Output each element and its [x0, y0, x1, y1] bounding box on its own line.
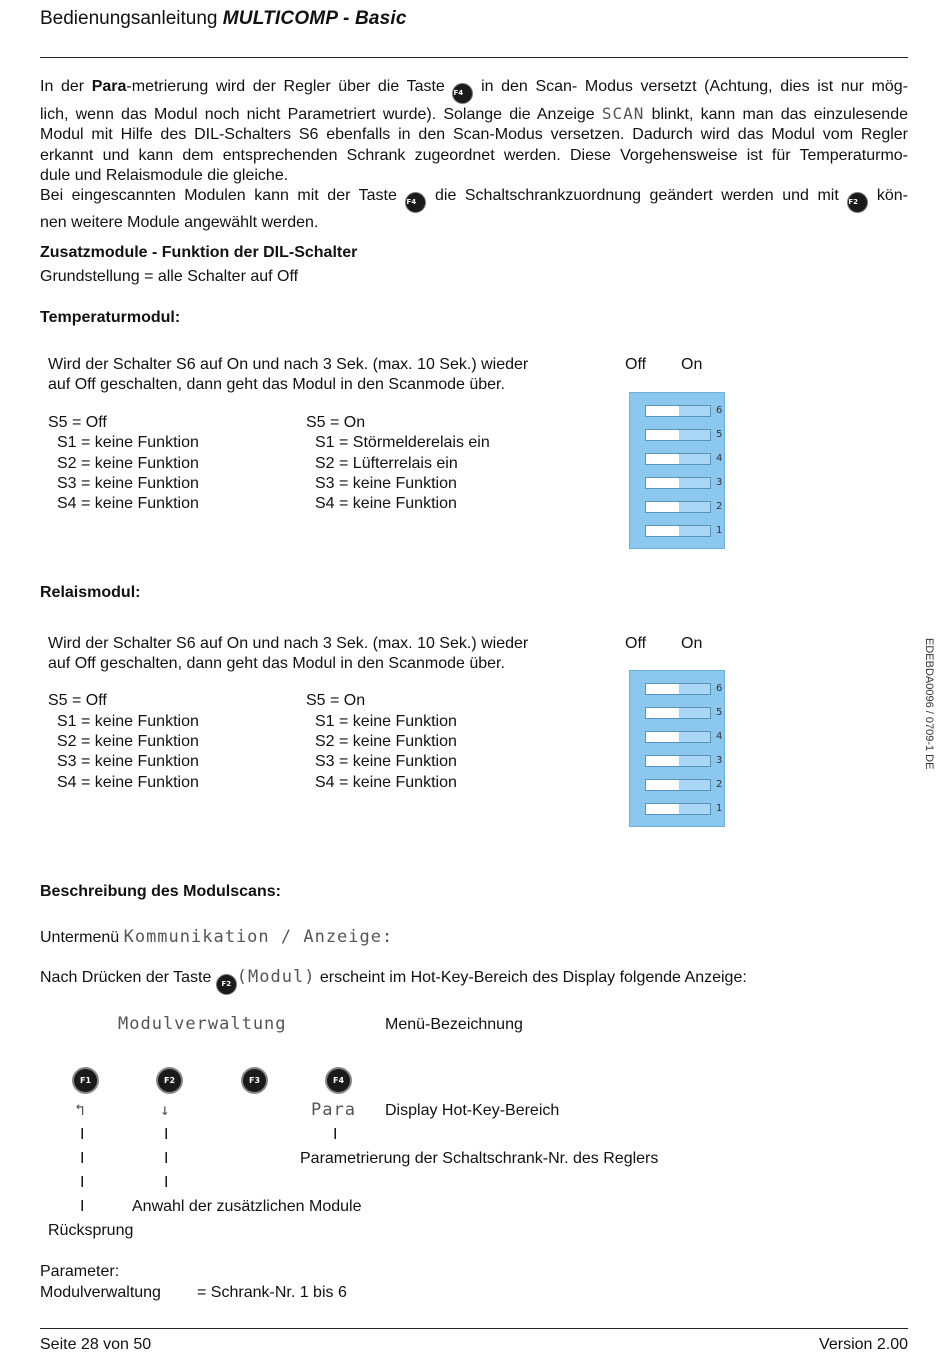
relais-off-label: Off: [625, 635, 647, 652]
connector-bar: I: [80, 1174, 85, 1191]
connector-bar: I: [80, 1198, 85, 1215]
dip-switch-2: [645, 501, 711, 513]
temp-s5-off-heading: S5 = Off: [48, 414, 107, 431]
intro-paragraph: [40, 77, 908, 233]
relais-dip-switch-diagram: [629, 670, 725, 827]
dip-number: 6: [716, 405, 723, 416]
menu-lcd-modulverwaltung: Modulverwaltung: [118, 1014, 287, 1034]
relais-s5-on-heading: S5 = On: [306, 692, 366, 709]
temp-left-item: S3 = keine Funktion: [57, 475, 199, 492]
f2-key-icon: F2: [156, 1067, 183, 1094]
temp-right-item: S3 = keine Funktion: [315, 475, 457, 492]
f1-key-icon: F1: [72, 1067, 99, 1094]
header-rule: [40, 57, 908, 58]
relais-on-label: On: [681, 635, 703, 652]
intro-line-7: nen weitere Module angewählt werden.: [40, 214, 319, 232]
dip-number: 6: [716, 683, 723, 694]
dip-switch-6: [645, 405, 711, 417]
dip-number: 5: [716, 429, 723, 440]
dip-number: 2: [716, 501, 723, 512]
hot-key-area-label: Display Hot-Key-Bereich: [385, 1102, 560, 1119]
header-title-prefix: Bedienungsanleitung: [40, 8, 223, 29]
page-number: Seite 28 von 50: [40, 1336, 152, 1353]
untermenu-line: Untermenü Kommunikation / Anzeige:: [40, 927, 394, 947]
connector-bar: I: [80, 1126, 85, 1143]
intro-line-2: lich, wenn das Modul noch nicht Parametriert wurde). Solange die Anzeige SCAN blinkt, kann man das einzulesende: [40, 104, 909, 123]
f2-key-icon: F2: [216, 974, 237, 995]
temp-desc-line-1: Wird der Schalter S6 auf On und nach 3 Sek. (max. 10 Sek.) wieder: [48, 356, 529, 373]
temp-s5-on-heading: S5 = On: [306, 414, 366, 431]
section-title-zusatzmodule: Zusatzmodule - Funktion der DIL-Schalter: [40, 244, 358, 261]
intro-line-6: Bei eingescannten Modulen kann mit der Taste F4 die Schaltschrankzuordnung geändert werden und mit F2 kön-: [40, 186, 908, 213]
parametrierung-description: Parametrierung der Schaltschrank-Nr. des Reglers: [300, 1150, 659, 1167]
section-subtitle-grundstellung: Grundstellung = alle Schalter auf Off: [40, 268, 299, 285]
temp-left-item: S2 = keine Funktion: [57, 455, 199, 472]
dip-switch-1: [645, 525, 711, 537]
relais-right-item: S4 = keine Funktion: [315, 774, 457, 791]
modul-lcd-text: (Modul): [236, 967, 316, 987]
connector-bar: I: [333, 1126, 338, 1143]
modulscan-title: Beschreibung des Modulscans:: [40, 883, 281, 900]
document-header: [40, 8, 407, 30]
temp-off-label: Off: [625, 356, 647, 373]
temp-on-label: On: [681, 356, 703, 373]
dip-switch-1: [645, 803, 711, 815]
f4-key-icon: F4: [452, 83, 473, 104]
dip-switch-3: [645, 755, 711, 767]
temp-dip-switch-diagram: [629, 392, 725, 549]
parameter-name: Modulverwaltung: [40, 1284, 161, 1301]
return-arrow-icon: ↰: [75, 1100, 86, 1119]
f3-key-icon: F3: [241, 1067, 268, 1094]
parameter-label: Parameter:: [40, 1263, 120, 1280]
dip-number: 3: [716, 755, 723, 766]
intro-line-5: dule und Relaismodule die gleiche.: [40, 166, 289, 184]
dip-number: 4: [716, 453, 723, 464]
temp-right-item: S1 = Störmelderelais ein: [315, 434, 490, 451]
connector-bar: I: [164, 1174, 169, 1191]
relais-desc-line-2: auf Off geschalten, dann geht das Modul in den Scanmode über.: [48, 655, 505, 672]
press-key-line: Nach Drücken der Taste F2 (Modul) erscheint im Hot-Key-Bereich des Display folgende Anzeige:: [40, 967, 747, 995]
connector-bar: I: [164, 1150, 169, 1167]
relais-left-item: S2 = keine Funktion: [57, 733, 199, 750]
scan-lcd-text: SCAN: [601, 104, 645, 123]
dip-switch-5: [645, 429, 711, 441]
dip-switch-2: [645, 779, 711, 791]
intro-line-4: erkannt und kann dem entsprechenden Schrank zugeordnet werden. Diese Vorgehensweise ist für Temperaturmo-: [40, 146, 908, 164]
relais-right-item: S3 = keine Funktion: [315, 753, 457, 770]
version-label: Version 2.00: [819, 1336, 908, 1353]
dip-switch-4: [645, 731, 711, 743]
connector-bar: I: [164, 1126, 169, 1143]
temp-right-item: S2 = Lüfterrelais ein: [315, 455, 458, 472]
dip-number: 3: [716, 477, 723, 488]
relais-left-item: S4 = keine Funktion: [57, 774, 199, 791]
dip-number: 1: [716, 803, 723, 814]
para-keyword: Para: [91, 78, 127, 95]
untermenu-lcd-text: Kommunikation / Anzeige:: [123, 927, 394, 947]
relais-desc-line-1: Wird der Schalter S6 auf On und nach 3 Sek. (max. 10 Sek.) wieder: [48, 635, 529, 652]
header-product-name: MULTICOMP - Basic: [222, 8, 407, 29]
connector-bar: I: [80, 1150, 85, 1167]
down-arrow-icon: ↓: [160, 1100, 171, 1119]
dip-switch-3: [645, 477, 711, 489]
dip-switch-5: [645, 707, 711, 719]
dip-number: 5: [716, 707, 723, 718]
footer-rule: [40, 1328, 908, 1329]
f4-key-icon: F4: [405, 192, 426, 213]
dip-number: 2: [716, 779, 723, 790]
temp-desc-line-2: auf Off geschalten, dann geht das Modul in den Scanmode über.: [48, 376, 505, 393]
temperaturmodul-title: Temperaturmodul:: [40, 309, 181, 326]
dip-number: 1: [716, 525, 723, 536]
temp-left-item: S1 = keine Funktion: [57, 434, 199, 451]
intro-line-3: Modul mit Hilfe des DIL-Schalters S6 ebenfalls in den Scan-Modus versetzen. Dadurch wird das Modul vom Regler: [40, 126, 908, 144]
dip-switch-4: [645, 453, 711, 465]
relais-s5-off-heading: S5 = Off: [48, 692, 107, 709]
dip-number: 4: [716, 731, 723, 742]
intro-line-1: In der Para-metrierung wird der Regler über die Taste F4 in den Scan- Modus versetzt (Achtung, dies ist nur mög-: [40, 77, 908, 104]
f4-key-icon: F4: [325, 1067, 352, 1094]
relais-right-item: S2 = keine Funktion: [315, 733, 457, 750]
menu-bezeichnung-label: Menü-Bezeichnung: [385, 1016, 523, 1033]
relaismodul-title: Relaismodul:: [40, 584, 141, 601]
parameter-value: = Schrank-Nr. 1 bis 6: [197, 1284, 347, 1301]
temp-left-item: S4 = keine Funktion: [57, 495, 199, 512]
relais-left-item: S1 = keine Funktion: [57, 713, 199, 730]
anwahl-description: Anwahl der zusätzlichen Module: [132, 1198, 362, 1215]
relais-right-item: S1 = keine Funktion: [315, 713, 457, 730]
para-lcd-text: Para: [311, 1100, 356, 1120]
f2-key-icon: F2: [847, 192, 868, 213]
relais-left-item: S3 = keine Funktion: [57, 753, 199, 770]
dip-switch-6: [645, 683, 711, 695]
side-document-code: EDEBDA0096 / 0709-1 DE: [923, 638, 935, 770]
ruecksprung-description: Rücksprung: [48, 1222, 134, 1239]
temp-right-item: S4 = keine Funktion: [315, 495, 457, 512]
